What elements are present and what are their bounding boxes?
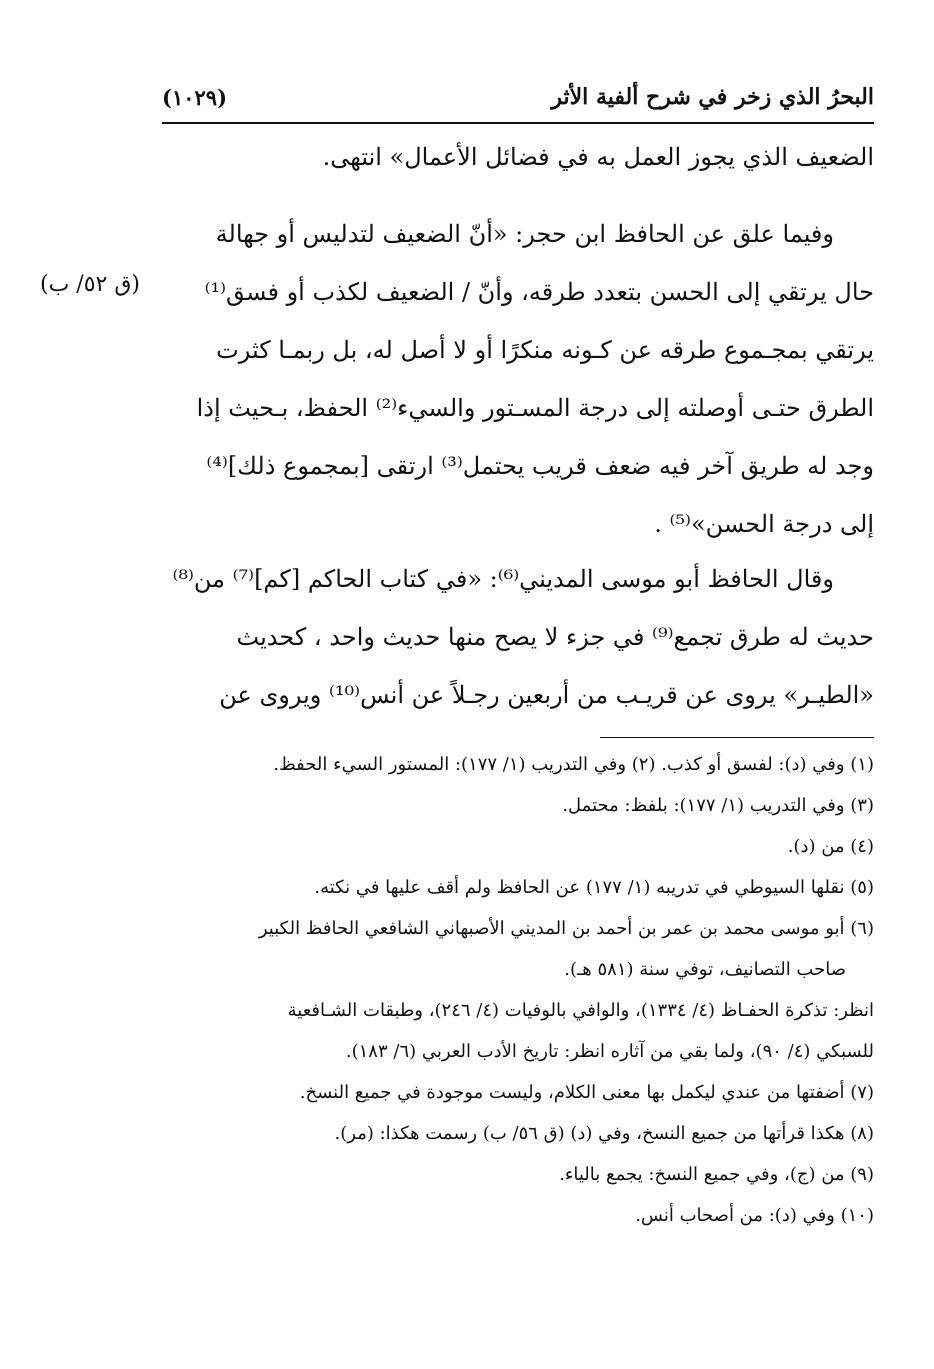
text-line: وفيما علق عن الحافظ ابن حجر: «أنّ الضعيف لتدليس أو جهالة (215, 220, 834, 248)
page-number: (١٠٢٩) (162, 84, 227, 110)
text-line: إلى درجة الحسن»⁽⁵⁾ . (654, 510, 874, 538)
main-text-paragraph-1 (162, 205, 874, 553)
footnote-continuation: صاحب التصانيف، توفي سنة (٥٨١ هـ). (564, 959, 846, 980)
main-text-paragraph-2 (162, 550, 874, 724)
text-line: الطرق حتـى أوصلته إلى درجة المسـتور والسيء⁽²⁾ الحفظ، بـحيث إذا (196, 394, 874, 422)
main-text-top (162, 128, 874, 186)
footnote-divider (600, 737, 874, 738)
footnote: (٩) من (ج)، وفي جميع النسخ: يجمع بالياء. (559, 1164, 874, 1185)
text-line: يرتقي بمجـموع طرقه عن كـونه منكرًا أو لا أصل له، بل ربمـا كثرت (216, 336, 874, 364)
footnote: (٤) من (د). (787, 836, 874, 857)
book-title: البحرُ الذي زخر في شرح ألفية الأثر (551, 84, 874, 110)
footnote: (١) وفي (د): لفسق أو كذب. (٢) وفي التدريب (١/ ١٧٧): المستور السيء الحفظ. (273, 754, 874, 775)
running-header (162, 72, 874, 122)
footnote: (٨) هكذا قرأتها من جميع النسخ، وفي (د) (ق ٥٦/ ب) رسمت هكذا: (مر). (334, 1123, 874, 1144)
footnote: (١٠) وفي (د): من أصحاب أنس. (635, 1205, 874, 1226)
text-line: وجد له طريق آخر فيه ضعف قريب يحتمل⁽³⁾ ارتقى [بمجموع ذلك]⁽⁴⁾ (206, 452, 874, 480)
text-line: وقال الحافظ أبو موسى المديني⁽⁶⁾: «في كتاب الحاكم [كم]⁽⁷⁾ من⁽⁸⁾ (172, 565, 834, 593)
manuscript-folio-note: (ق ٥٢/ ب) (40, 272, 140, 297)
text-line: الضعيف الذي يجوز العمل به في فضائل الأعمال» انتهى. (322, 143, 874, 171)
footnotes (162, 744, 874, 1236)
text-line: حديث له طرق تجمع⁽⁹⁾ في جزء لا يصح منها حديث واحد ، كحديث (236, 623, 874, 651)
footnote-continuation: للسبكي (٤/ ٩٠)، ولما بقي من آثاره انظر: تاريخ الأدب العربي (٦/ ١٨٣). (345, 1041, 874, 1062)
text-line: حال يرتقي إلى الحسن بتعدد طرقه، وأنّ / الضعيف لكذب أو فسق⁽¹⁾ (204, 278, 874, 306)
footnote: (٥) نقلها السيوطي في تدريبه (١/ ١٧٧) عن الحافظ ولم أقف عليها في نكته. (314, 877, 874, 898)
footnote-continuation: انظر: تذكرة الحفـاظ (٤/ ١٣٣٤)، والوافي بالوفيات (٤/ ٢٤٦)، وطبقات الشـافعية (287, 1000, 874, 1021)
footnote: (٦) أبو موسى محمد بن عمر بن أحمد بن المديني الأصبهاني الشافعي الحافظ الكبير (258, 918, 874, 939)
text-line: «الطيـر» يروى عن قريـب من أربعين رجـلاً عن أنس⁽¹⁰⁾ ويروى عن (219, 681, 874, 709)
header-divider (162, 122, 874, 124)
footnote: (٧) أضفتها من عندي ليكمل بها معنى الكلام، وليست موجودة في جميع النسخ. (299, 1082, 874, 1103)
footnote: (٣) وفي التدريب (١/ ١٧٧): بلفظ: محتمل. (562, 795, 874, 816)
